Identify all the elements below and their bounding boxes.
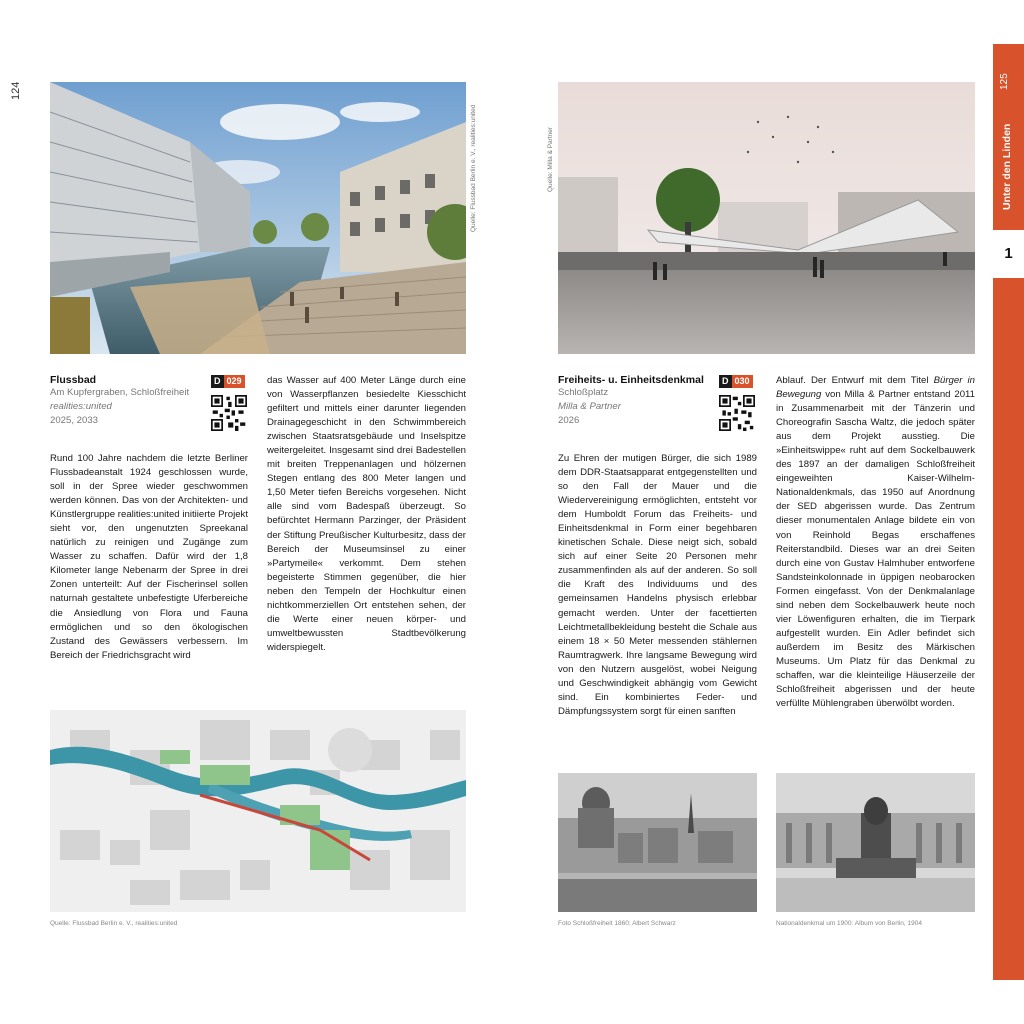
qr-code[interactable] [719,395,755,431]
photo-credit-denkmal: Quelle: Milla & Partner [547,126,554,192]
code-letter: D [211,375,224,388]
historic-photo-schlossfreiheit [558,773,757,912]
code-number: 029 [224,375,245,388]
code-letter: D [719,375,732,388]
map-credit: Quelle: Flussbad Berlin e. V., realities:united [50,920,178,927]
caption-nationaldenkmal: Nationaldenkmal um 1900: Album von Berlin, 1904 [776,920,922,927]
einheitsdenkmal-rendering [558,82,975,354]
qr-code[interactable] [211,395,247,431]
chapter-tab-lower [993,278,1024,980]
entry-text-col1: Zu Ehren der mutigen Bürger, die sich 1989 dem DDR-Staatsapparat entgegenstellten und so den Fall der Mauer und die Wiedervereinigung ermöglichten, entsteht vor dem Humboldt Forum das Freiheits- und Einheitsdenkmal in Form einer begehbaren kinetischen Schale. Diese neigt sich, sobald sich auf einer Seite 20 Personen mehr zusammenfinden als auf der anderen. So soll die Kraft des Individuums und des gemeinsamen Handelns physisch erlebbar gemacht werden. Unter der facettierten Leichtmetallbekleidung besteht die Schale aus einem 18 × 50 Meter messenden stählernen Raumtragwerk. Ihre langsame Bewegung wird von den Nutzern ausgelöst, wobei Neigung und Geschwindigkeit abhängig vom Gewicht sind. Ein kombiniertes Feder- und Dämpfungssystem sorgt für einen sanften [558,453,757,717]
chapter-tab-label: Unter den Linden [1001,123,1013,210]
col2-italic-title: Bürger in Bewegung [776,375,975,401]
entry-code-badge [719,375,753,388]
entry-header-flussbad [50,374,200,428]
entry-text-col2: das Wasser auf 400 Meter Länge durch eine von Wasserpflanzen besiedelte Kiesschicht gefiltert und mittels einer darunter liegenden Drainagegeschicht in den Schwimmbereich zwischen Staatsratsgebäude und Inselspitze weitergeleitet. Insgesamt sind drei Badestellen mit breiten Treppenanlagen und hölzernen Stegen entlang des 800 Meter langen und 1,50 Meter tiefen Bereichs vorgesehen. Nicht alle sind vom Badespaß überzeugt. So befürchtet Hermann Parzinger, der Präsident der Stiftung Preußischer Kulturbesitz, dass der Bereich der Museumsinsel zu einer »Partymeile« verkommt. Dem stehen begeisterte Stimmen gegenüber, die hier neben den Tempeln der Hochkultur einen nichtkommerziellen Ort entstehen sehen, der die Werte einer neuen körper- und umweltbewussten Stadtbevölkerung widerspiegelt. [267,375,466,653]
entry-architect: Milla & Partner [558,401,621,412]
entry-text-col1: Rund 100 Jahre nachdem die letzte Berliner Flussbadeanstalt 1924 geschlossen wurde, soll in der Spree wieder geschwommen werden können. Das von der Architekten- und Künstlergruppe realities:united initiierte Projekt sieht vor, den ungenutzten Spreekanal natürlich zu reinigen und Zugänge zum Wasser zu schaffen. Dafür wird der 1,8 Kilometer lange Nebenarm der Spree in drei Zonen unterteilt: Auf der Fischerinsel sollen naturnah gestaltete unbefestigte Uferbereiche die Ansiedlung von Flora und Fauna ermöglichen und so den ökologischen Zustand des Gewässers verbessern. Im Bereich der Friedrichsgracht wird [50,453,248,661]
page-number-left: 124 [10,81,22,100]
entry-text-col2 [776,374,975,711]
chapter-number: 1 [1004,245,1013,262]
photo-credit-flussbad: Quelle: Flussbad Berlin e. V., realities:united [470,104,477,232]
entry-code-badge [211,375,245,388]
flussbad-map [50,710,466,912]
chapter-tab[interactable] [993,44,1024,230]
entry-years: 2025, 2033 [50,415,99,426]
col2-post: von Milla & Partner entstand 2011 in Zusammenarbeit mit der Tänzerin und Choreografin Sascha Waltz, die jedoch später aus dem Projekt ausstieg. Die »Einheitswippe« ruht auf dem Sockelbauwerk des 1897 an der damaligen Schloßfreiheit eingeweihten Kaiser-Wilhelm-Nationaldenkmals, das 1950 auf Anordnung der SED abgerissen wurde. Das Zentrum dieser monumentalen Anlage bildete ein von von Reinhold Begas erschaffenes Reiterstandbild. Dieses war an drei Seiten durch eine von Gustav Halmhuber entworfene Sandsteinkolonnade in üppigen neobarocken Formen eingefasst. Von der Denkmalanlage sind neben dem Sockelbauwerk heute noch vier Löwenfiguren erhalten, die im Tierpark aufgestellt wurden. Ein Adler befindet sich außerdem im Besitz des Märkischen Museums. Um Platz für das Denkmal zu schaffen, war die kleinteilige Häuserzeile der Schloßfreiheit abgerissen und der heute verfüllte Mühlengraben überwölbt worden. [776,389,975,710]
entry-title: Freiheits- u. Einheitsdenkmal [558,374,704,386]
entry-architect: realities:united [50,401,112,412]
code-number: 030 [732,375,753,388]
entry-address: Am Kupfergraben, Schloßfreiheit [50,387,190,398]
col2-pre: Ablauf. Der Entwurf mit dem Titel [776,375,934,386]
entry-address: Schloßplatz [558,387,609,398]
flussbad-rendering [50,82,466,354]
entry-title: Flussbad [50,374,97,386]
entry-years: 2026 [558,415,580,426]
historic-photo-nationaldenkmal [776,773,975,912]
page-number-right: 125 [999,73,1010,90]
entry-header-denkmal [558,374,718,428]
caption-schlossfreiheit: Foto Schloßfreiheit 1860: Albert Schwarz [558,920,676,927]
